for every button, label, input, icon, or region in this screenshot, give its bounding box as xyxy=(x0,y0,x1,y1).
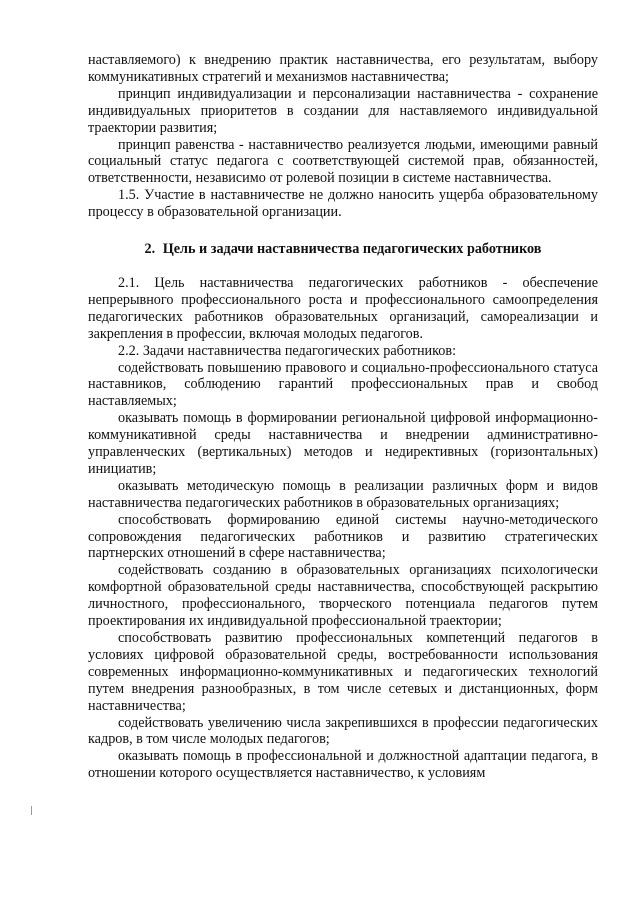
paragraph-principle-individualization: принцип индивидуализации и персонализации наставничества - сохранение индивидуальных приоритетов в создании для наставляемого индивидуальной траектории развития; xyxy=(88,85,598,136)
task-item: содействовать созданию в образовательных организациях психологически комфортной образовательной среды наставничества, способствующей раскрытию личностного, профессионального, творческого потенциала педагогов путем проектирования их индивидуальной профессиональной траектории; xyxy=(88,562,598,630)
section-number: 2. xyxy=(144,241,156,258)
task-item: способствовать развитию профессиональных компетенций педагогов в условиях цифровой образовательной среды, востребованности использования современных информационно-коммуникативных и педагогических технологий путем внедрения разнообразных, в том числе сетевых и дистанционных, форм наставничества; xyxy=(88,630,598,714)
task-item: оказывать помощь в профессиональной и должностной адаптации педагога, в отношении которого осуществляется наставничество, к условиям xyxy=(88,748,598,782)
task-item: способствовать формированию единой системы научно-методического сопровождения педагогических работников и развитию стратегических партнерских отношений в сфере наставничества; xyxy=(88,511,598,562)
document-page xyxy=(88,52,598,782)
paragraph-continuation: наставляемого) к внедрению практик наставничества, его результатам, выбору коммуникативных стратегий и механизмов наставничества; xyxy=(88,52,598,85)
section-title: Цель и задачи наставничества педагогических работников xyxy=(162,241,542,258)
paragraph-1-5: 1.5. Участие в наставничестве не должно наносить ущерба образовательному процессу в образовательной организации. xyxy=(88,187,598,221)
paragraph-2-2: 2.2. Задачи наставничества педагогических работников: xyxy=(118,342,457,359)
paragraph-2-1: 2.1. Цель наставничества педагогических работников - обеспечение непрерывного профессионального роста и профессионального самоопределения педагогических работников образовательных организаций, самореализации и закрепления в профессии, включая молодых педагогов. xyxy=(88,274,598,342)
task-item: содействовать увеличению числа закрепившихся в профессии педагогических кадров, в том числе молодых педагогов; xyxy=(88,714,598,748)
task-item: оказывать помощь в формировании региональной цифровой информационно-коммуникативной среды наставничества и внедрении административно-управленческих (вертикальных) методов и недирективных (горизонтальных) инициатив; xyxy=(88,410,598,477)
paragraph-principle-equality: принцип равенства - наставничество реализуется людьми, имеющими равный социальный статус педагога с соответствующей системой прав, обязанностей, ответственности, независимо от ролевой позиции в системе наставничества. xyxy=(88,136,598,187)
section-heading xyxy=(88,241,598,258)
scan-margin-mark xyxy=(31,806,32,815)
task-item: содействовать повышению правового и социально-профессионального статуса наставников, соблюдению гарантий профессиональных прав и свобод наставляемых; xyxy=(88,359,598,410)
task-item: оказывать методическую помощь в реализации различных форм и видов наставничества педагогических работников в образовательных организациях; xyxy=(88,477,598,511)
